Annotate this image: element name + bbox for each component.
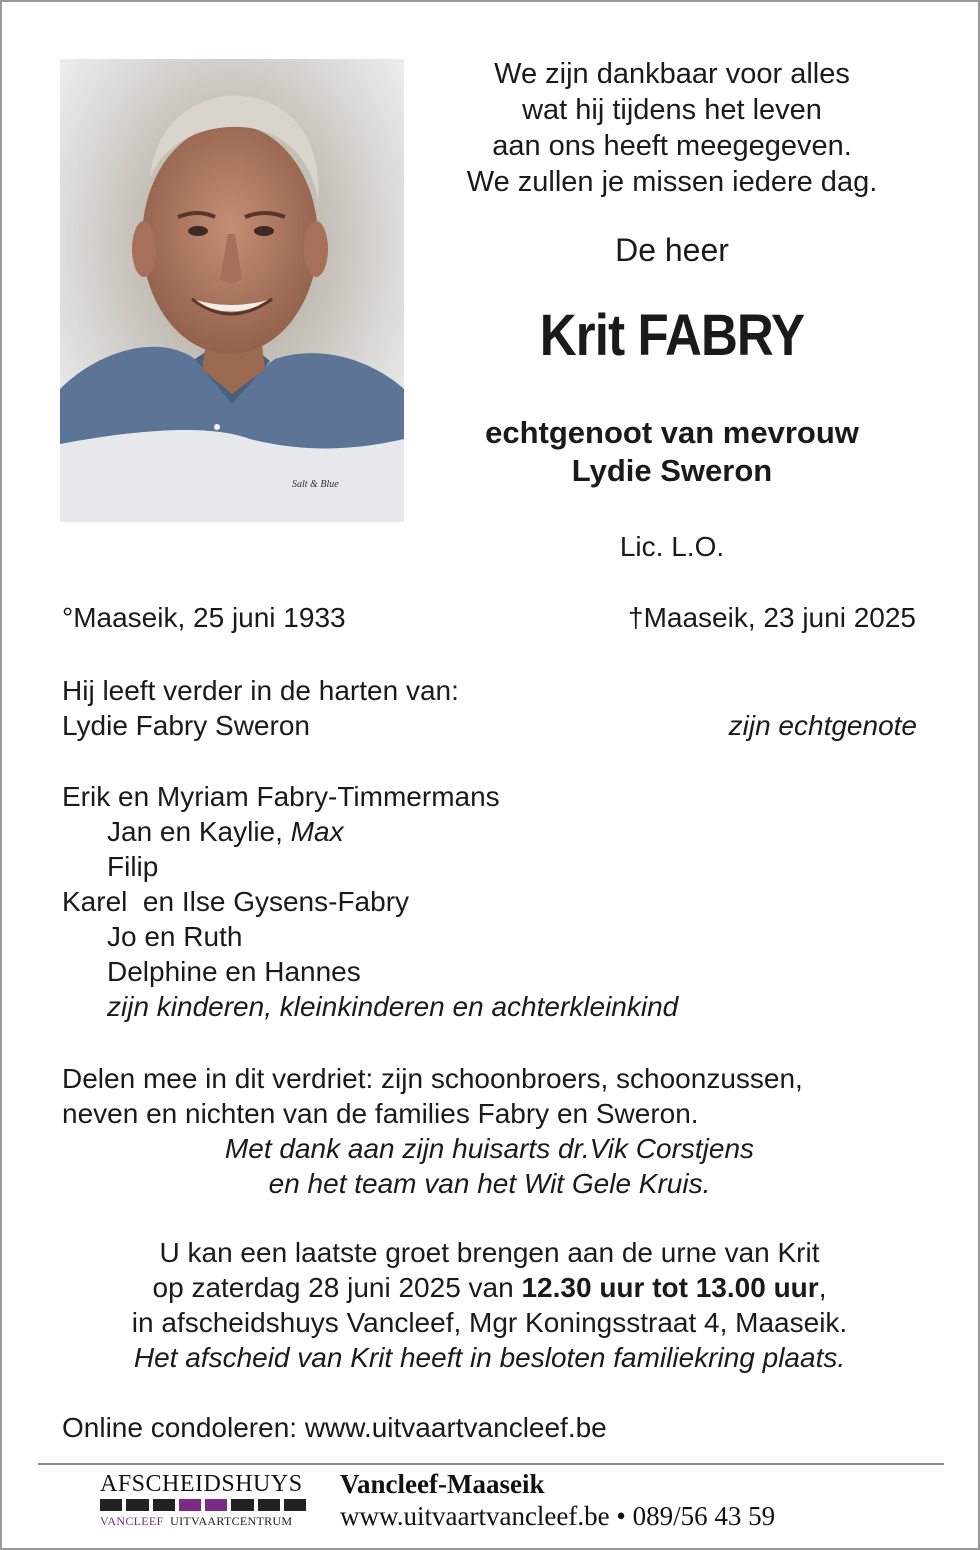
- farewell-line: in afscheidshuys Vancleef, Mgr Koningsstraat 4, Maaseik.: [131, 1307, 848, 1338]
- family-line: Erik en Myriam Fabry-Timmermans: [62, 781, 500, 812]
- great-grandchild: Max: [290, 816, 344, 847]
- spouse-relation: echtgenoot van mevrouw: [485, 415, 859, 450]
- poem-line: We zullen je missen iedere dag.: [466, 166, 878, 198]
- footer-divider: [38, 1463, 944, 1465]
- logo-squares: [100, 1499, 306, 1511]
- logo-sub-centrum: UITVAARTCENTRUM: [170, 1514, 293, 1528]
- academic-degree: Lic. L.O.: [619, 531, 725, 562]
- spouse-name: Lydie Sweron: [571, 453, 773, 488]
- memorial-poem: [422, 56, 922, 200]
- farewell-section: [62, 1235, 917, 1375]
- family-names: Jan en Kaylie,: [107, 816, 291, 847]
- heirs-section: [62, 673, 917, 743]
- poem-line: We zijn dankbaar voor alles: [494, 58, 850, 90]
- family-line: [62, 814, 678, 849]
- thanks-line: en het team van het Wit Gele Kruis.: [268, 1168, 711, 1199]
- firm-contact[interactable]: www.uitvaartvancleef.be • 089/56 43 59: [340, 1501, 776, 1531]
- portrait-image: [60, 59, 404, 522]
- firm-name: Vancleef-Maaseik: [340, 1469, 545, 1499]
- birth-info: °Maaseik, 25 juni 1933: [62, 602, 346, 633]
- family-line: Delphine en Hannes: [107, 956, 361, 987]
- svg-text:Salt & Blue: Salt & Blue: [292, 479, 339, 490]
- widow-name: Lydie Fabry Sweron: [62, 710, 310, 741]
- honorific: De heer: [615, 232, 729, 268]
- sharing-line: Delen mee in dit verdriet: zijn schoonbroers, schoonzussen,: [62, 1063, 803, 1094]
- condolence-link[interactable]: Online condoleren: www.uitvaartvancleef.be: [62, 1412, 607, 1443]
- widow-row: [62, 708, 917, 743]
- deceased-name: Krit FABRY: [539, 303, 805, 368]
- logo-sub-vancleef: VANCLEEF: [100, 1514, 164, 1528]
- farewell-line: U kan een laatste groet brengen aan de urne van Krit: [159, 1237, 820, 1268]
- family-role: zijn kinderen, kleinkinderen en achterkleinkind: [107, 991, 679, 1022]
- afscheidshuys-logo: [100, 1472, 306, 1529]
- poem-line: wat hij tijdens het leven: [522, 94, 822, 126]
- sharing-line: neven en nichten van de families Fabry en Sweron.: [62, 1098, 699, 1129]
- farewell-line: [62, 1270, 917, 1305]
- thanks-line: Met dank aan zijn huisarts dr.Vik Corstjens: [224, 1133, 755, 1164]
- thanks-section: [62, 1131, 917, 1201]
- portrait-photo: [60, 59, 404, 522]
- spouse-line: [422, 414, 922, 490]
- logo-subtitle: [100, 1514, 306, 1529]
- sharing-section: [62, 1061, 803, 1131]
- farewell-comma: ,: [818, 1272, 827, 1303]
- funeral-firm: [340, 1468, 775, 1532]
- logo-title: AFSCHEIDSHUYS: [100, 1471, 303, 1497]
- farewell-date: op zaterdag 28 juni 2025 van: [152, 1272, 522, 1303]
- family-line: Jo en Ruth: [107, 921, 243, 952]
- poem-line: aan ons heeft meegegeven.: [492, 130, 852, 162]
- widow-role: zijn echtgenote: [728, 710, 917, 741]
- family-list: [62, 779, 678, 1024]
- farewell-time: 12.30 uur tot 13.00 uur: [521, 1272, 819, 1303]
- death-info: †Maaseik, 23 juni 2025: [628, 602, 916, 633]
- farewell-line: Het afscheid van Krit heeft in besloten familiekring plaats.: [133, 1342, 846, 1373]
- heirs-intro: Hij leeft verder in de harten van:: [62, 675, 459, 706]
- family-line: Karel en Ilse Gysens-Fabry: [62, 886, 410, 917]
- family-line: Filip: [107, 851, 159, 882]
